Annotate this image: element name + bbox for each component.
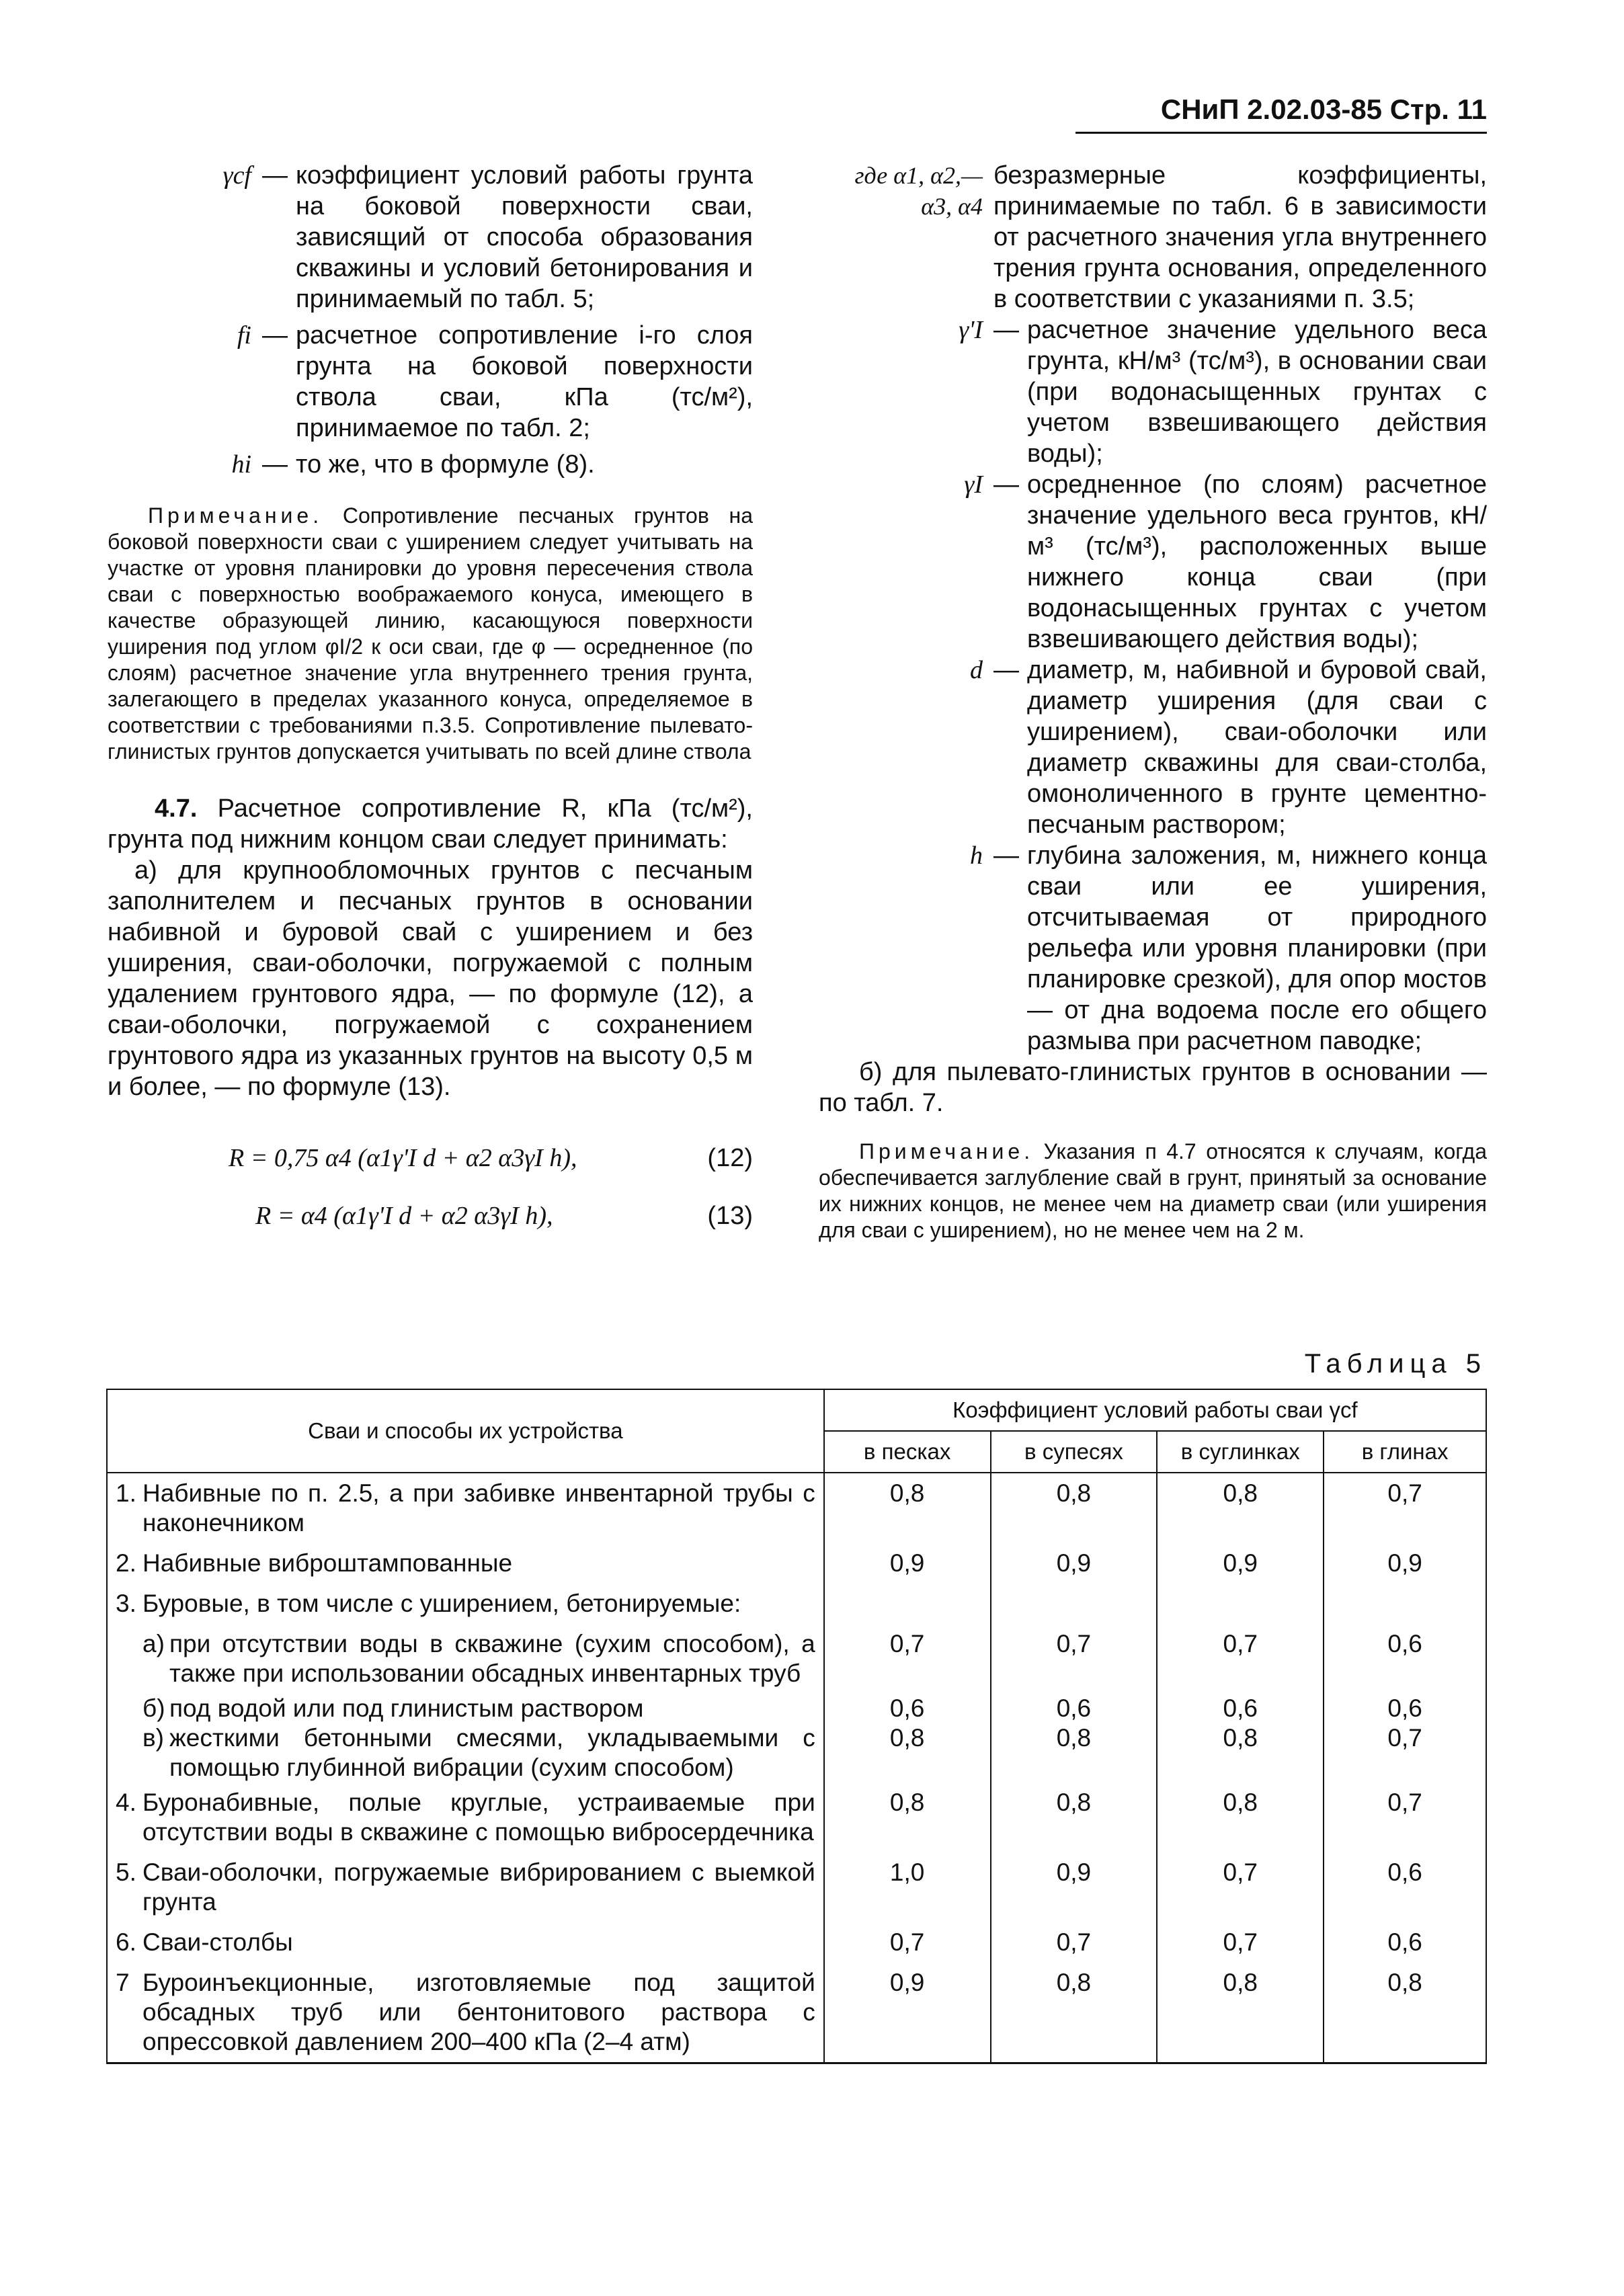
definition-symbol: γcf <box>222 161 251 190</box>
row-label <box>116 1968 815 2057</box>
table-caption: Таблица 5 <box>1304 1349 1487 1379</box>
row-number: 3. <box>116 1590 136 1617</box>
coefficient-cell: 0,6 <box>1324 1624 1486 1694</box>
coefficient-cell: 0,7 <box>1324 1723 1486 1782</box>
definition-symbol: d <box>970 656 983 684</box>
column-header-sandy-loam: в супесях <box>991 1431 1158 1473</box>
definition-text: коэффициент условий работы грунта на боковой поверхности сваи, зависящий от способа образования скважины и условий бетонирования и принимаемый по табл. 5; <box>296 161 753 313</box>
group-header-text: Коэффициент условий работы сваи γcf <box>952 1397 1358 1422</box>
definition-symbol: γI <box>964 470 983 499</box>
row-sub-letter: а) <box>143 1630 165 1657</box>
right-column <box>819 160 1487 1243</box>
definition-gamma-prime <box>819 315 1487 469</box>
row-label <box>116 1723 815 1782</box>
row-number: 4. <box>116 1789 136 1816</box>
coefficient-cell: 0,8 <box>1157 1723 1324 1782</box>
row-label <box>116 1788 815 1847</box>
coefficient-cell: 0,6 <box>1324 1852 1486 1922</box>
coefficient-cell: 0,9 <box>991 1543 1158 1584</box>
definition-hi <box>108 449 753 480</box>
definition-dash: — <box>993 656 1019 684</box>
definition-dash: — <box>993 316 1019 344</box>
coefficient-cell: 0,8 <box>991 1723 1158 1782</box>
definition-dash: — <box>262 161 288 190</box>
definition-dash: — <box>262 450 288 479</box>
definition-alpha <box>819 160 1487 315</box>
page-header: СНиП 2.02.03-85 Стр. 11 <box>1075 94 1487 134</box>
formula-number: (12) <box>707 1144 753 1172</box>
coefficient-cell: 0,8 <box>1157 1473 1324 1543</box>
table-5 <box>106 1389 1487 2064</box>
table-row <box>107 1694 1486 1723</box>
coefficient-cell: 1,0 <box>824 1852 991 1922</box>
coefficient-cell: 0,6 <box>991 1694 1158 1723</box>
row-label-cell <box>107 1782 824 1852</box>
row-number <box>116 1723 143 1782</box>
row-label-cell <box>107 1584 824 1624</box>
row-label-text: жесткими бетонными смесями, укладываемыми с помощью глубинной вибрации (сухим способом) <box>169 1724 815 1781</box>
note-sand-resistance <box>108 503 753 765</box>
section-4-7-item-a: а) для крупнообломочных грунтов с песчаным заполнителем и песчаных грунтов в основании набивной и буровой свай с уширением и без уширения, сваи-оболочки, погружаемой с полным удалением грунтового ядра, — по формуле (12), а сваи-оболочки, погружаемой с сохранением грунтового ядра из указанных грунтов на высоту 0,5 м и более, — по формуле (13). <box>108 856 753 1101</box>
formula-13 <box>229 1200 753 1231</box>
definition-symbol: h <box>970 842 983 870</box>
left-column <box>108 160 753 1231</box>
table-row <box>107 1922 1486 1963</box>
coefficient-cell: 0,9 <box>1324 1543 1486 1584</box>
formula-expression: R = 0,75 α4 (α1γ'I d + α2 α3γI h), <box>229 1144 577 1172</box>
table-row <box>107 1584 1486 1624</box>
definition-d <box>819 655 1487 840</box>
definition-text: расчетное значение удельного веса грунта, кН/м³ (тс/м³), в основании сваи (при водонасыщенных грунтах с учетом взвешивающего действия воды); <box>1027 316 1487 468</box>
coefficient-cell <box>1157 1584 1324 1624</box>
coefficient-cell: 0,8 <box>991 1963 1158 2063</box>
definition-text: диаметр, м, набивной и буровой свай, диаметр уширения (для сваи с уширением), сваи-оболочки или диаметр скважины для сваи-столба, омоноличенного в грунте цементно-песчаным раствором; <box>1027 656 1487 839</box>
definition-text: безразмерные коэффициенты, принимаемые по табл. 6 в зависимости от расчетного значения угла внутреннего трения грунта основания, определенного в соответствии с указаниями п. 3.5; <box>993 161 1487 313</box>
coefficient-cell: 0,6 <box>1324 1922 1486 1963</box>
row-sub-letter: б) <box>143 1694 165 1722</box>
row-label-text: Буронабивные, полые круглые, устраиваемые при отсутствии воды в скважине с помощью вибросердечника <box>143 1789 815 1846</box>
coefficient-cell: 0,7 <box>1157 1624 1324 1694</box>
column-header-loam: в суглинках <box>1157 1431 1324 1473</box>
section-number: 4.7. <box>155 794 198 823</box>
row-label-text: при отсутствии воды в скважине (сухим способом), а также при использовании обсадных инвентарных труб <box>169 1630 815 1687</box>
row-label <box>116 1694 815 1723</box>
row-label-cell <box>107 1473 824 1543</box>
row-label-cell <box>107 1543 824 1584</box>
row-label-text: Сваи-оболочки, погружаемые вибрированием с выемкой грунта <box>143 1858 815 1916</box>
coefficient-cell <box>1324 1584 1486 1624</box>
coefficient-cell: 0,8 <box>1324 1963 1486 2063</box>
note-label: Примечание. <box>859 1139 1034 1163</box>
section-4-7-intro <box>108 793 753 855</box>
coefficient-cell: 0,7 <box>1157 1852 1324 1922</box>
table-row <box>107 1723 1486 1782</box>
definition-symbol: hi <box>231 450 251 479</box>
note-text: Сопротивление песчаных грунтов на боковой поверхности сваи с уширением следует учитывать на участке от уровня планировки до уровня пересечения ствола сваи с поверхностью воображаемого конуса, имеющего в качестве образующей линию, касающуюся поверхности уширения под углом φI/2 к оси сваи, где φ — осредненное (по слоям) расчетное значение угла внутреннего трения грунта, залегающего в пределах указанного конуса, определяемое в соответствии с требованиями п.3.5. Сопротивление пылевато-глинистых грунтов допускается учитывать по всей длине ствола <box>108 503 754 764</box>
coefficient-cell: 0,9 <box>824 1543 991 1584</box>
table-row <box>107 1963 1486 2063</box>
table-body <box>107 1473 1486 2063</box>
definition-h <box>819 840 1487 1057</box>
table-row <box>107 1852 1486 1922</box>
definition-symbol: fi <box>237 321 251 350</box>
row-label <box>116 1549 815 1578</box>
definition-gamma-cf <box>108 160 753 315</box>
definition-dash: — <box>262 321 288 350</box>
column-group-header <box>824 1389 1486 1431</box>
definition-fi <box>108 320 753 444</box>
coefficient-cell: 0,8 <box>824 1782 991 1852</box>
row-label <box>116 1858 815 1917</box>
coefficient-cell <box>991 1584 1158 1624</box>
definition-text: то же, что в формуле (8). <box>296 450 595 479</box>
row-number: 5. <box>116 1858 136 1886</box>
note-label: Примечание. <box>148 503 323 528</box>
formula-12 <box>229 1143 753 1174</box>
column-header-clay: в глинах <box>1324 1431 1486 1473</box>
row-label-cell <box>107 1624 824 1694</box>
row-label-text: Буроинъекционные, изготовляемые под защитой обсадных труб или бентонитового раствора с опрессовкой давлением 200–400 кПа (2–4 атм) <box>143 1969 815 2055</box>
note-depth <box>819 1139 1487 1243</box>
row-number <box>116 1629 143 1688</box>
coefficient-cell: 0,9 <box>991 1852 1158 1922</box>
row-label-text: Буровые, в том числе с уширением, бетонируемые: <box>143 1590 741 1617</box>
section-intro-text: Расчетное сопротивление R, кПа (тс/м²), грунта под нижним концом сваи следует принимать: <box>108 794 753 854</box>
definition-dash: — <box>993 842 1019 870</box>
table-row <box>107 1543 1486 1584</box>
row-label <box>116 1589 815 1618</box>
coefficient-cell: 0,9 <box>1157 1543 1324 1584</box>
coefficient-cell: 0,7 <box>1157 1922 1324 1963</box>
coefficient-cell: 0,8 <box>991 1782 1158 1852</box>
row-label <box>116 1629 815 1688</box>
row-label-cell <box>107 1852 824 1922</box>
row-sub-letter: в) <box>143 1724 164 1752</box>
row-number: 1. <box>116 1479 136 1507</box>
coefficient-cell: 0,6 <box>1157 1694 1324 1723</box>
row-label-cell <box>107 1963 824 2063</box>
coefficient-cell: 0,8 <box>824 1473 991 1543</box>
row-number: 2. <box>116 1549 136 1577</box>
coefficient-cell: 0,7 <box>991 1624 1158 1694</box>
table-row <box>107 1782 1486 1852</box>
definition-text: осредненное (по слоям) расчетное значение удельного веса грунтов, кН/м³ (тс/м³), расположенных выше нижнего конца сваи (при водонасыщенных грунтах с учетом взвешивающего действия воды); <box>1027 470 1487 653</box>
row-number: 6. <box>116 1928 136 1956</box>
coefficient-cell: 0,6 <box>824 1694 991 1723</box>
row-label-text: Набивные виброштампованные <box>143 1549 513 1577</box>
formula-number: (13) <box>707 1202 753 1230</box>
coefficient-cell: 0,7 <box>1324 1473 1486 1543</box>
definition-symbol: γ'I <box>959 316 983 344</box>
row-label-text: Набивные по п. 2.5, а при забивке инвентарной трубы с наконечником <box>143 1479 815 1536</box>
coefficient-cell: 0,8 <box>1157 1963 1324 2063</box>
column-header-sand: в песках <box>824 1431 991 1473</box>
row-number: 7 <box>116 1969 130 1996</box>
definition-symbol: где α1, α2,— α3, α4 <box>854 162 983 220</box>
coefficient-cell: 0,8 <box>991 1473 1158 1543</box>
coefficient-cell: 0,6 <box>1324 1694 1486 1723</box>
row-label-cell <box>107 1694 824 1723</box>
coefficient-cell: 0,7 <box>824 1624 991 1694</box>
row-label-cell <box>107 1723 824 1782</box>
coefficient-cell: 0,7 <box>991 1922 1158 1963</box>
note-text: Указания п 4.7 относятся к случаям, когда обеспечивается заглубление свай в грунт, принятый за основание их нижних концов, не менее чем на диаметр сваи (или уширения для сваи с уширением), но не менее чем на 2 м. <box>819 1139 1488 1242</box>
row-label <box>116 1928 815 1957</box>
coefficient-cell: 0,7 <box>1324 1782 1486 1852</box>
definition-text: глубина заложения, м, нижнего конца сваи или ее уширения, отсчитываемая от природного рельефа или уровня планировки (при планировке срезкой), для опор мостов — от дна водоема после его общего размыва при расчетном паводке; <box>1027 842 1487 1055</box>
row-label-text: под водой или под глинистым раствором <box>169 1694 644 1722</box>
table-row <box>107 1624 1486 1694</box>
formula-expression: R = α4 (α1γ'I d + α2 α3γI h), <box>255 1202 553 1230</box>
definition-text: расчетное сопротивление i-го слоя грунта на боковой поверхности ствола сваи, кПа (тс/м²), принимаемое по табл. 2; <box>296 321 753 442</box>
table-row <box>107 1473 1486 1543</box>
row-label-cell <box>107 1922 824 1963</box>
definition-gamma <box>819 469 1487 655</box>
table-header-row <box>107 1389 1486 1431</box>
row-number <box>116 1694 143 1723</box>
coefficient-cell <box>824 1584 991 1624</box>
coefficient-cell: 0,8 <box>1157 1782 1324 1852</box>
coefficient-cell: 0,9 <box>824 1963 991 2063</box>
row-label <box>116 1479 815 1538</box>
coefficient-cell: 0,7 <box>824 1922 991 1963</box>
definition-dash: — <box>993 470 1019 499</box>
column-header-piles: Сваи и способы их устройства <box>107 1389 824 1473</box>
coefficient-cell: 0,8 <box>824 1723 991 1782</box>
row-label-text: Сваи-столбы <box>143 1928 293 1956</box>
section-4-7-item-b: б) для пылевато-глинистых грунтов в основании — по табл. 7. <box>819 1058 1487 1117</box>
